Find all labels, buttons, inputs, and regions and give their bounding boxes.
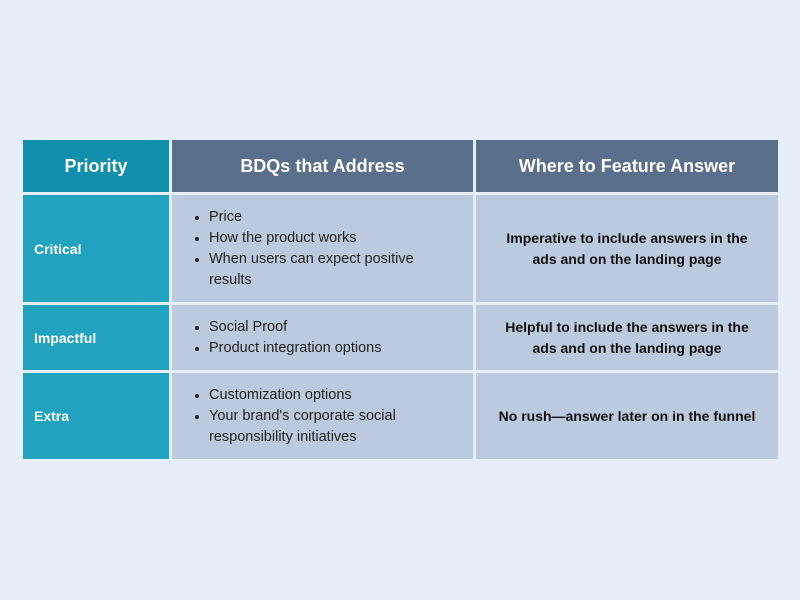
where-critical: Imperative to include answers in the ads and on the landing page: [476, 195, 778, 302]
priority-impactful: Impactful: [23, 305, 169, 370]
list-item: Social Proof: [209, 317, 402, 338]
list-item: How the product works: [209, 228, 473, 249]
list-item: When users can expect positive results: [209, 249, 473, 291]
header-where: Where to Feature Answer: [476, 140, 778, 192]
header-priority: Priority: [23, 140, 169, 192]
bdq-priority-table: [23, 140, 778, 459]
bdqs-cell-critical: [172, 195, 473, 302]
bdqs-cell-extra: [172, 373, 473, 459]
list-item: Your brand's corporate social responsibility initiatives: [209, 406, 473, 448]
where-extra: No rush—answer later on in the funnel: [476, 373, 778, 459]
list-item: Price: [209, 207, 473, 228]
bdqs-cell-impactful: [172, 305, 473, 370]
list-item: Customization options: [209, 385, 473, 406]
bdq-list: [172, 207, 473, 291]
priority-extra: Extra: [23, 373, 169, 459]
header-bdqs: BDQs that Address: [172, 140, 473, 192]
where-impactful: Helpful to include the answers in the ads and on the landing page: [476, 305, 778, 370]
priority-critical: Critical: [23, 195, 169, 302]
bdq-list: [172, 317, 402, 359]
bdq-list: [172, 385, 473, 448]
list-item: Product integration options: [209, 338, 402, 359]
